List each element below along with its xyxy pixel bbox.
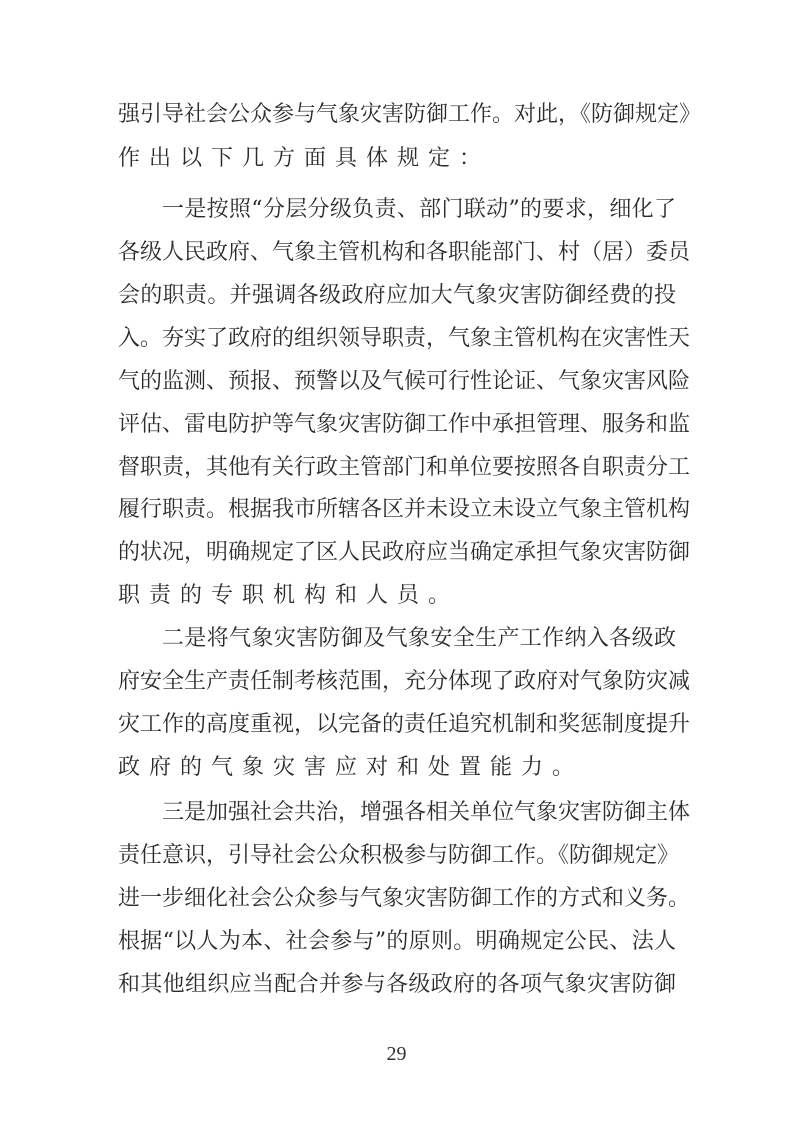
text-line: 气的监测、预报、预警以及气候可行性论证、气象灾害风险 — [118, 369, 691, 394]
paragraph-start-line: 二是将气象灾害防御及气象安全生产工作纳入各级政 — [162, 626, 676, 651]
text-line: 强引导社会公众参与气象灾害防御工作。对此，《防御规定》 — [118, 102, 702, 127]
text-line: 会的职责。并强调各级政府应加大气象灾害防御经费的投 — [118, 283, 676, 308]
text-line: 作出以下几方面具体规定： — [118, 146, 491, 171]
text-line: 根据“以人为本、社会参与”的原则。明确规定公民、法人 — [118, 929, 676, 954]
page-number: 29 — [386, 1043, 407, 1065]
text-line: 职责的专职机构和人员。 — [118, 583, 460, 608]
text-line: 评估、雷电防护等气象灾害防御工作中承担管理、服务和监 — [118, 412, 691, 437]
text-line: 政府的气象灾害应对和处置能力。 — [118, 755, 584, 780]
text-line: 各级人民政府、气象主管机构和各职能部门、村（居）委员 — [118, 240, 691, 265]
text-line: 入。夯实了政府的组织领导职责，气象主管机构在灾害性天 — [118, 326, 691, 351]
text-line: 责任意识，引导社会公众积极参与防御工作。《防御规定》 — [118, 843, 680, 868]
text-line: 督职责，其他有关行政主管部门和单位要按照各自职责分工 — [118, 455, 691, 480]
text-line: 灾工作的高度重视，以完备的责任追究机制和奖惩制度提升 — [118, 712, 691, 737]
text-line: 府安全生产责任制考核范围，充分体现了政府对气象防灾减 — [118, 669, 691, 694]
paragraph-start-line: 三是加强社会共治，增强各相关单位气象灾害防御主体 — [162, 800, 691, 825]
text-line: 和其他组织应当配合并参与各级政府的各项气象灾害防御 — [118, 972, 676, 997]
text-line: 进一步细化社会公众参与气象灾害防御工作的方式和义务。 — [118, 886, 691, 911]
text-line: 的状况，明确规定了区人民政府应当确定承担气象灾害防御 — [118, 540, 691, 565]
paragraph-start-line: 一是按照“分层分级负责、部门联动”的要求，细化了 — [162, 197, 676, 222]
text-line: 履行职责。根据我市所辖各区并未设立未设立气象主管机构 — [118, 497, 691, 522]
